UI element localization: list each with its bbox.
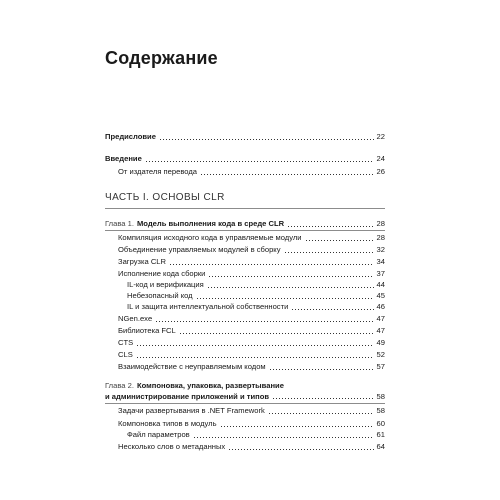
toc-entry-page: 58 [376,406,385,415]
chapter-title: Модель выполнения кода в среде CLR [136,219,285,228]
toc-entry-label: От издателя перевода [118,167,197,176]
toc-entry-page: 28 [376,219,385,228]
dot-leader [155,321,373,322]
dot-leader [268,413,374,414]
chapter-prefix: Глава 1. [105,219,134,228]
toc-entry[interactable] [118,325,385,337]
toc-entry-page: 49 [376,338,385,347]
toc-entry-label: Взаимодействие с неуправляемым кодом [118,362,266,371]
dot-leader [269,369,374,370]
dot-leader [200,174,374,175]
chapter-title: Компоновка, упаковка, развертывание [136,381,284,390]
toc-subentry[interactable] [127,301,385,313]
dot-leader [220,426,374,427]
toc-entry-page: 57 [376,362,385,371]
toc-entry-label: Исполнение кода сборки [118,269,206,278]
dot-leader [136,357,374,358]
toc-entry-page: 45 [376,291,385,300]
toc-entry-page: 64 [376,442,385,451]
toc-entry-label: Библиотека FCL [118,326,176,335]
part-heading: ЧАСТЬ I. ОСНОВЫ CLR [105,192,225,203]
dot-leader [169,264,374,265]
toc-entry-page: 22 [376,132,385,141]
dot-leader [228,449,373,450]
toc-entry-label: Файл параметров [127,430,190,439]
chapter-prefix: Глава 2. [105,381,134,390]
toc-entry-page: 60 [376,419,385,428]
toc-entry-label: Введение [105,154,142,163]
toc-entry-label: Компоновка типов в модуль [118,419,217,428]
dot-leader [284,252,374,253]
dot-leader [208,276,373,277]
toc-entry-label: CLS [118,350,133,359]
toc-subentry[interactable] [127,429,385,441]
toc-entry-page: 32 [376,245,385,254]
chapter-title-line-1 [105,380,385,391]
dot-leader [272,398,374,399]
toc-entry-page: 44 [376,280,385,289]
chapter-divider [105,230,385,231]
toc-entry-label: Небезопасный код [127,291,193,300]
dot-leader [207,287,374,288]
toc-entry-translator-note[interactable] [118,166,385,178]
toc-entry-page: 52 [376,350,385,359]
toc-entry-page: 28 [376,233,385,242]
toc-entry-page: 46 [376,302,385,311]
dot-leader [136,345,373,346]
chapter-title-line-2 [105,391,385,402]
toc-entry-label: Объединение управляемых модулей в сборку [118,245,281,254]
toc-entry[interactable] [118,244,385,256]
dot-leader [287,226,373,227]
toc-entry[interactable] [118,313,385,325]
toc-entry-page: 37 [376,269,385,278]
toc-entry-label: Загрузка CLR [118,257,167,266]
chapter-divider [105,403,385,404]
part-divider [105,208,385,209]
toc-entry-label: Задачи развертывания в .NET Framework [118,406,265,415]
toc-entry-label: Несколько слов о метаданных [118,442,226,451]
dot-leader [193,437,374,438]
toc-entry-page: 58 [376,392,385,401]
toc-entry-page: 47 [376,326,385,335]
toc-entry-label: NGen.exe [118,314,153,323]
toc-chapter-2[interactable] [105,380,385,402]
toc-entry-label: CTS [118,338,134,347]
dot-leader [291,309,373,310]
toc-entry-page: 47 [376,314,385,323]
toc-entry-preface[interactable] [105,131,385,143]
toc-entry[interactable] [118,256,385,268]
dot-leader [159,139,374,140]
toc-chapter-1[interactable] [105,218,385,230]
toc-entry-introduction[interactable] [105,153,385,165]
toc-entry[interactable] [118,232,385,244]
toc-entry[interactable] [118,405,385,417]
toc-entry-label: Компиляция исходного кода в управляемые модули [118,233,302,242]
toc-entry-page: 24 [376,154,385,163]
toc-entry[interactable] [118,361,385,373]
chapter-title: и администрирование приложений и типов [105,392,270,401]
toc-entry-page: 34 [376,257,385,266]
toc-entry-label: IL-код и верификация [127,280,204,289]
toc-entry[interactable] [118,441,385,453]
toc-entry-label: IL и защита интеллектуальной собственности [127,302,289,311]
toc-entry[interactable] [118,349,385,361]
dot-leader [305,240,374,241]
toc-entry-page: 61 [376,430,385,439]
dot-leader [145,161,374,162]
toc-entry-label: Предисловие [105,132,156,141]
toc-entry[interactable] [118,337,385,349]
page-title: Содержание [105,48,218,68]
dot-leader [179,333,374,334]
dot-leader [196,298,374,299]
toc-entry-page: 26 [376,167,385,176]
